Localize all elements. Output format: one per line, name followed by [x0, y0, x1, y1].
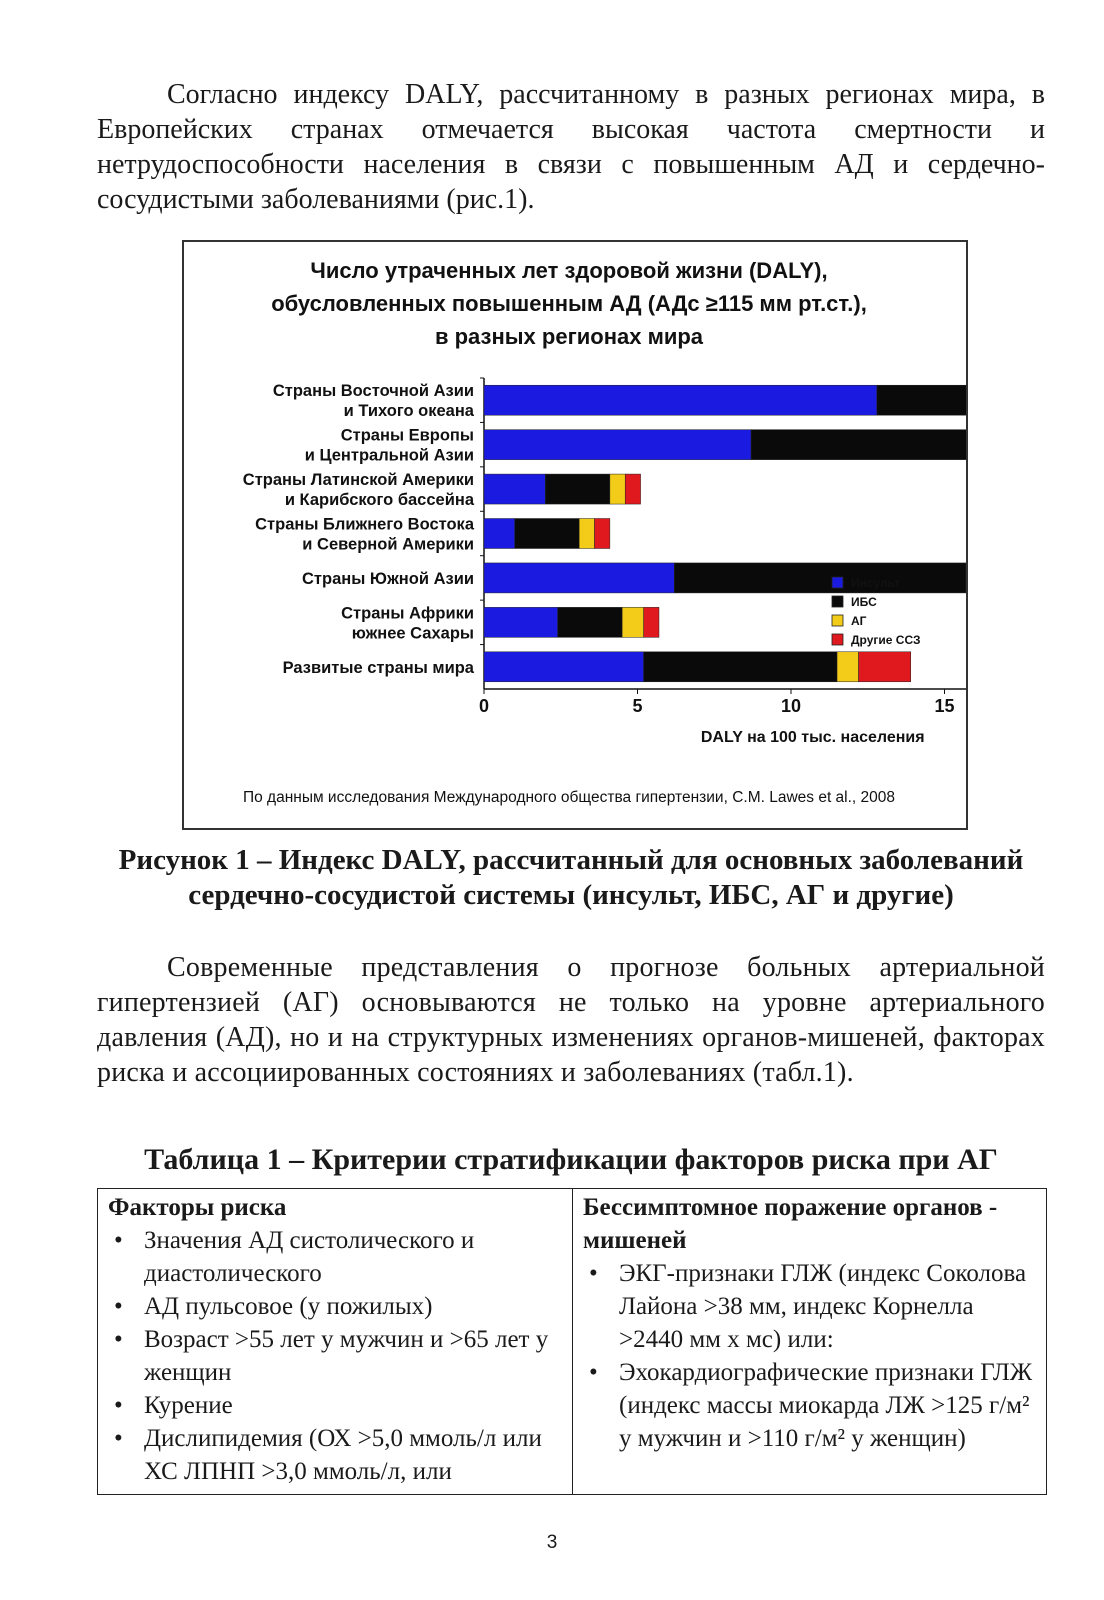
legend-swatch	[832, 577, 843, 588]
daly-stacked-bar-chart	[184, 242, 966, 828]
bar-segment	[622, 607, 643, 637]
bar-segment	[579, 519, 594, 549]
bar-segment	[558, 607, 622, 637]
legend-swatch	[832, 634, 843, 645]
legend-label: ИБС	[851, 595, 877, 609]
category-label: Страны Европы	[340, 426, 474, 445]
bar-segment	[674, 563, 966, 593]
list-item: • Курение	[108, 1389, 562, 1422]
organ-damage-list	[583, 1257, 1036, 1455]
bar-segment	[859, 652, 911, 682]
x-tick-label: 10	[780, 696, 802, 716]
category-label: Страны Ближнего Востока	[255, 515, 474, 534]
legend-swatch	[832, 615, 843, 626]
table-column-organ-damage	[573, 1189, 1046, 1494]
bar-segment	[877, 385, 966, 415]
body-paragraph: Современные представления о прогнозе больных артериальной гипертензией (АГ) основываются не только на уровне артериального давления (АД), но и на структурных изменениях органов-мишеней, факторах риска и ассоциированных состояниях и заболеваниях (табл.1).	[97, 952, 1045, 1088]
column-header-organ-damage: Бессимптомное поражение органов - мишеней	[583, 1194, 998, 1254]
chart-title-line: Число утраченных лет здоровой жизни (DALY),	[310, 258, 828, 283]
bar-segment	[515, 519, 579, 549]
chart-title-line: обусловленных повышенным АД (АДс ≥115 мм рт.ст.),	[271, 291, 867, 316]
category-label: Страны Латинской Америки	[242, 471, 474, 490]
bar-segment	[751, 430, 966, 460]
legend-label: АГ	[851, 614, 867, 628]
criteria-table	[97, 1188, 1047, 1495]
bar-segment	[484, 385, 877, 415]
bar-segment	[484, 430, 751, 460]
bar-segment	[484, 607, 558, 637]
x-tick-label: 15	[934, 696, 955, 716]
figure-frame	[182, 240, 968, 830]
list-item: • Дислипидемия (ОХ >5,0 ммоль/л или ХС ЛПНП >3,0 ммоль/л, или	[108, 1422, 562, 1488]
list-item: • Возраст >55 лет у мужчин и >65 лет у женщин	[108, 1323, 562, 1389]
bar-segment	[484, 519, 515, 549]
legend-label: Инсульт	[851, 576, 900, 590]
bar-segment	[625, 474, 640, 504]
category-label: и Северной Америки	[302, 535, 474, 554]
category-label: Страны Восточной Азии	[272, 382, 474, 401]
category-label: и Тихого океана	[343, 402, 474, 421]
page-number: 3	[546, 1532, 558, 1553]
list-item: • АД пульсовое (у пожилых)	[108, 1290, 562, 1323]
table-column-risk-factors	[98, 1189, 573, 1494]
bar-segment	[484, 652, 644, 682]
bar-segment	[610, 474, 625, 504]
chart-title-line: в разных регионах мира	[434, 324, 704, 349]
bar-segment	[644, 652, 837, 682]
bar-segment	[644, 607, 659, 637]
list-item: • ЭКГ-признаки ГЛЖ (индекс Соколова Лайона >38 мм, индекс Корнелла >2440 мм х мс) или:	[583, 1257, 1036, 1356]
bar-segment	[595, 519, 610, 549]
legend-swatch	[832, 596, 843, 607]
category-label: Страны Африки	[341, 604, 474, 623]
category-label: Страны Южной Азии	[302, 569, 474, 588]
bar-segment	[484, 563, 674, 593]
list-item: • Эхокардиографические признаки ГЛЖ (индекс массы миокарда ЛЖ >125 г/м² у мужчин и >110 г/м² у женщин)	[583, 1356, 1036, 1455]
category-label: и Центральной Азии	[304, 446, 474, 465]
x-axis-label: DALY на 100 тыс. населения	[700, 729, 925, 746]
table-title: Таблица 1 – Критерии стратификации факторов риска при АГ	[144, 1143, 998, 1176]
bar-segment	[545, 474, 609, 504]
risk-factors-list	[108, 1224, 562, 1488]
bar-segment	[484, 474, 545, 504]
category-label: Развитые страны мира	[282, 658, 474, 677]
column-header-risk-factors: Факторы риска	[108, 1194, 287, 1221]
x-tick-label: 5	[632, 696, 643, 716]
category-label: южнее Сахары	[351, 624, 474, 643]
category-label: и Карибского бассейна	[284, 491, 474, 510]
figure-caption: Рисунок 1 – Индекс DALY, рассчитанный для основных заболеваний сердечно-сосудистой системы (инсульт, ИБС, АГ и другие)	[118, 844, 1024, 911]
x-tick-label: 0	[478, 696, 490, 716]
list-item: • Значения АД систолического и диастолического	[108, 1224, 562, 1290]
figure-source-note: По данным исследования Международного общества гипертензии, C.M. Lawes et al., 2008	[242, 789, 896, 806]
intro-paragraph: Согласно индексу DALY, рассчитанному в разных регионах мира, в Европейских странах отмечается высокая частота смертности и нетрудоспособности населения в связи с повышенным АД и сердечно-сосудистыми заболеваниями (рис.1).	[97, 79, 1045, 215]
bar-segment	[837, 652, 858, 682]
legend-label: Другие ССЗ	[851, 633, 921, 647]
